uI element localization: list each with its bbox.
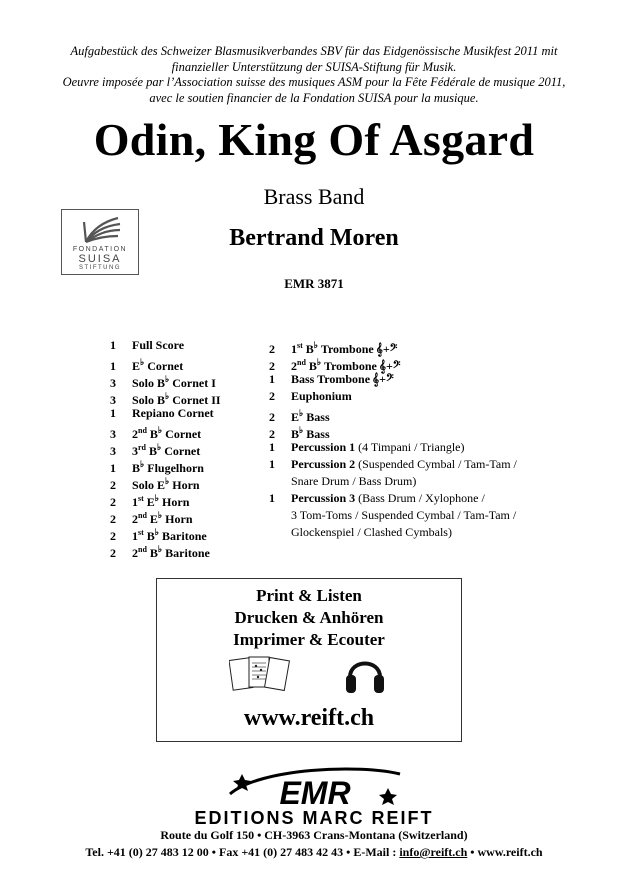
part-name: B♭ Bass <box>291 425 330 441</box>
part-row <box>110 541 210 562</box>
part-name: Solo E♭ Horn <box>132 476 200 492</box>
part-name: 2nd E♭ Horn <box>132 510 193 526</box>
part-row <box>269 456 517 473</box>
part-quantity: 3 <box>110 444 116 458</box>
email-link[interactable]: info@reift.ch <box>399 845 468 859</box>
part-quantity: 2 <box>110 512 116 526</box>
part-quantity: 2 <box>269 359 275 373</box>
promo-line: Print & Listen <box>256 586 362 605</box>
emr-logo <box>210 764 420 810</box>
dedication-text <box>0 44 628 106</box>
print-listen-box <box>156 578 462 742</box>
part-row <box>269 524 452 541</box>
part-name: 3rd B♭ Cornet <box>132 442 201 458</box>
part-name: E♭ Cornet <box>132 357 184 373</box>
part-quantity: 1 <box>269 440 275 454</box>
part-quantity: 1 <box>269 491 275 505</box>
part-quantity: 3 <box>110 376 116 390</box>
part-name: 1st B♭ Baritone <box>132 527 207 543</box>
page-title: Odin, King Of Asgard <box>93 114 535 165</box>
part-quantity: 3 <box>110 427 116 441</box>
part-quantity: 1 <box>110 461 116 475</box>
catalog-number: EMR 3871 <box>284 276 344 291</box>
part-name: 2nd B♭ Baritone <box>132 544 210 560</box>
part-row <box>269 473 416 490</box>
part-name: 2nd B♭ Cornet <box>132 425 202 441</box>
promo-line: Drucken & Anhören <box>234 608 384 627</box>
part-name: Solo B♭ Cornet II <box>132 391 221 407</box>
part-row <box>269 371 394 388</box>
contact-phone-fax: Tel. +41 (0) 27 483 12 00 • Fax +41 (0) 27 483 42 43 • E-Mail : <box>85 845 400 859</box>
publisher-contact <box>0 845 628 860</box>
clef-icon: 𝄞+𝄢 <box>375 342 398 356</box>
part-quantity: 2 <box>269 389 275 403</box>
clef-icon: 𝄞+𝄢 <box>378 359 401 373</box>
part-name: 1st E♭ Horn <box>132 493 190 509</box>
part-row <box>110 405 214 422</box>
promo-url[interactable]: www.reift.ch <box>243 705 375 731</box>
part-name: Repiano Cornet <box>132 406 214 420</box>
part-detail: 3 Tom-Toms / Suspended Cymbal / Tam-Tam / <box>291 508 517 522</box>
part-quantity: 1 <box>110 359 116 373</box>
promo-line: Imprimer & Ecouter <box>233 630 385 649</box>
contact-website: • www.reift.ch <box>467 845 543 859</box>
part-name: 1st B♭ Trombone <box>291 340 374 356</box>
dedication-line: avec le soutien financier de la Fondation SUISA pour la musique. <box>149 90 479 105</box>
star-icon <box>379 788 397 805</box>
part-name: Percussion 3 <box>291 491 356 505</box>
part-quantity: 1 <box>269 372 275 386</box>
part-detail: (Bass Drum / Xylophone / <box>355 491 485 505</box>
part-name: Percussion 1 <box>291 440 356 454</box>
dedication-line: Aufgabestück des Schweizer Blasmusikverbandes SBV für das Eidgenössische Musikfest 2011 mit <box>70 44 558 58</box>
part-quantity: 2 <box>269 427 275 441</box>
part-name: B♭ Flugelhorn <box>132 459 204 475</box>
part-name: Euphonium <box>291 389 352 403</box>
part-quantity: 2 <box>110 478 116 492</box>
part-detail: Snare Drum / Bass Drum) <box>291 474 417 488</box>
part-name: E♭ Bass <box>291 408 330 424</box>
part-quantity: 2 <box>110 529 116 543</box>
publisher-name: EDITIONS MARC REIFT <box>194 808 434 828</box>
part-quantity: 2 <box>269 410 275 424</box>
part-quantity: 2 <box>110 546 116 560</box>
part-name: Solo B♭ Cornet I <box>132 374 216 390</box>
part-quantity: 1 <box>269 457 275 471</box>
part-detail: Glockenspiel / Clashed Cymbals) <box>291 525 452 539</box>
publisher-address: Route du Golf 150 • CH-3963 Crans-Montana (Switzerland) <box>160 828 468 842</box>
part-quantity: 2 <box>110 495 116 509</box>
part-row <box>269 388 352 405</box>
part-quantity: 2 <box>269 342 275 356</box>
part-row <box>269 507 516 524</box>
emr-logo-text: EMR <box>279 775 351 810</box>
part-row <box>269 439 464 456</box>
composer-name: Bertrand Moren <box>229 225 399 251</box>
sheet-music-icon <box>229 653 291 697</box>
part-name: Bass Trombone <box>291 372 371 386</box>
logo-text: STIFTUNG <box>79 265 121 271</box>
part-detail: (Suspended Cymbal / Tam-Tam / <box>355 457 517 471</box>
dedication-line: Oeuvre imposée par l’Association suisse des musiques ASM pour la Fête Fédérale de musique 2011, <box>62 75 566 89</box>
headphones-icon <box>342 649 388 697</box>
part-row <box>110 337 184 354</box>
logo-text: SUISA <box>78 253 122 265</box>
part-quantity: 3 <box>110 393 116 407</box>
part-quantity: 1 <box>110 406 116 420</box>
instrumentation-subtitle: Brass Band <box>263 184 365 209</box>
part-detail: (4 Timpani / Triangle) <box>355 440 465 454</box>
part-name: 2nd B♭ Trombone <box>291 357 377 373</box>
logo-text: FONDATION <box>72 246 128 253</box>
part-quantity: 1 <box>110 338 116 352</box>
part-name: Percussion 2 <box>291 457 356 471</box>
part-row <box>269 490 485 507</box>
dedication-line: finanzieller Unterstützung der SUISA-Stiftung für Musik. <box>171 59 457 74</box>
clef-icon: 𝄞+𝄢 <box>372 372 394 386</box>
part-name: Full Score <box>132 338 185 352</box>
